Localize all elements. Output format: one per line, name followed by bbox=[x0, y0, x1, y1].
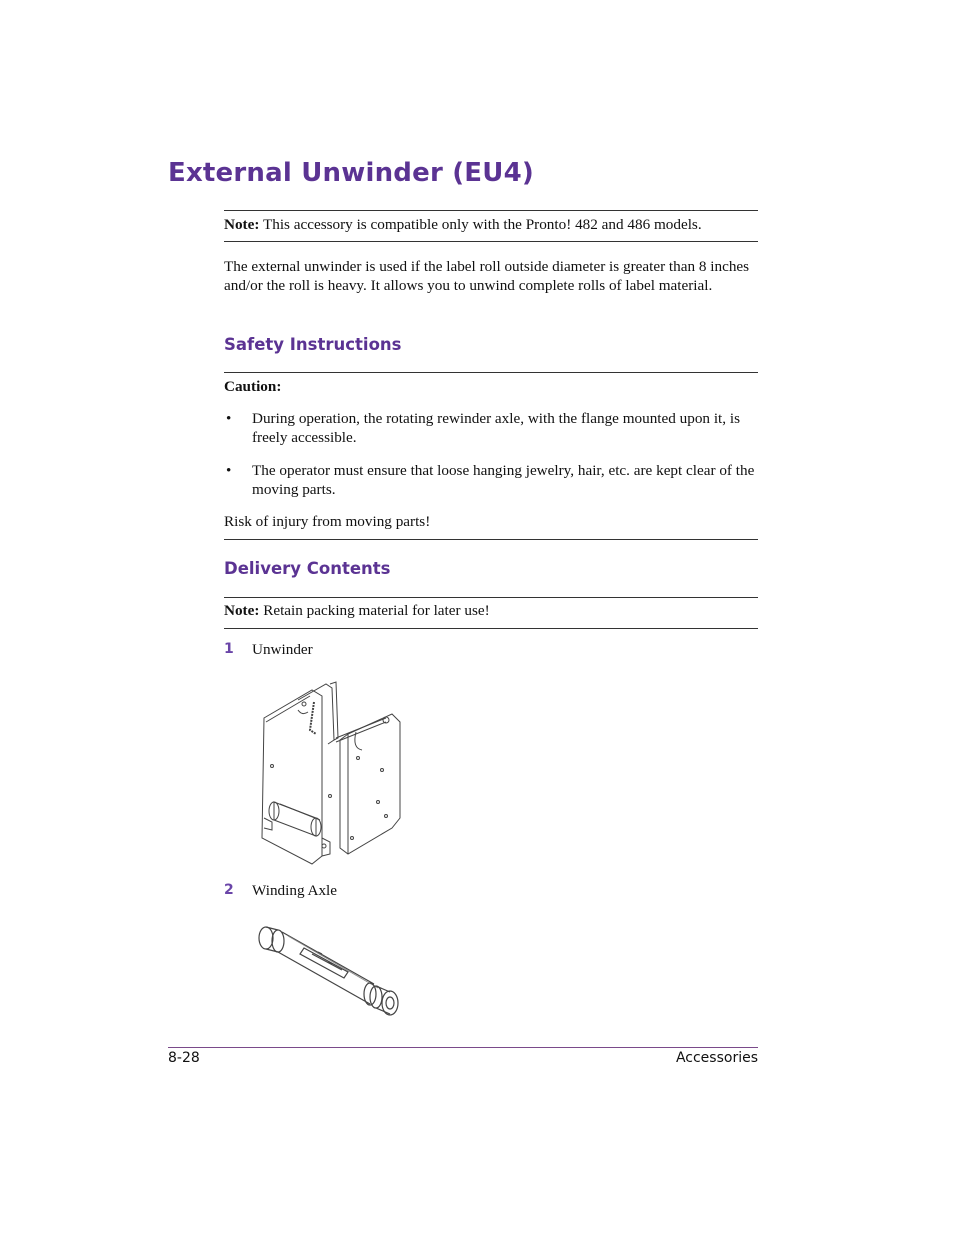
delivery-note-label: Note: bbox=[224, 602, 260, 619]
compat-note bbox=[224, 215, 758, 234]
delivery-note bbox=[224, 601, 758, 620]
intro-paragraph: The external unwinder is used if the label roll outside diameter is greater than 8 inches and/or the roll is heavy. It allows you to unwind complete rolls of label material. bbox=[224, 258, 750, 294]
note-top-rule bbox=[224, 210, 758, 211]
footer-rule bbox=[168, 1047, 758, 1048]
item-label: Winding Axle bbox=[252, 882, 338, 899]
caution-top-rule bbox=[224, 372, 758, 373]
compat-note-label: Note: bbox=[224, 216, 260, 233]
caution-label bbox=[224, 377, 758, 396]
item-number: 2 bbox=[224, 882, 234, 898]
delivery-heading: Delivery Contents bbox=[224, 559, 391, 578]
caution-bottom-rule bbox=[224, 539, 758, 540]
bullet-dot: • bbox=[226, 462, 232, 479]
delivery-note-text: Retain packing material for later use! bbox=[259, 602, 490, 619]
safety-bullet-text: The operator must ensure that loose hanging jewelry, hair, etc. are kept clear of the moving parts. bbox=[252, 462, 755, 498]
page-title: External Unwinder (EU4) bbox=[168, 158, 534, 188]
risk-warning: Risk of injury from moving parts! bbox=[224, 513, 431, 530]
note-bottom-rule bbox=[224, 241, 758, 242]
item-label: Unwinder bbox=[252, 641, 313, 658]
section-name: Accessories bbox=[675, 1050, 758, 1066]
delivery-note-bottom-rule bbox=[224, 628, 758, 629]
caution-label-text: Caution: bbox=[224, 378, 282, 395]
compat-note-text: This accessory is compatible only with the Pronto! 482 and 486 models. bbox=[259, 216, 702, 233]
item-number: 1 bbox=[224, 641, 234, 657]
safety-heading: Safety Instructions bbox=[224, 335, 402, 354]
unwinder-illustration bbox=[252, 678, 404, 866]
winding-axle-illustration bbox=[252, 918, 402, 1026]
safety-bullet-text: During operation, the rotating rewinder axle, with the flange mounted upon it, is freely accessible. bbox=[252, 410, 740, 446]
delivery-note-top-rule bbox=[224, 597, 758, 598]
bullet-dot: • bbox=[226, 410, 232, 427]
page-number: 8-28 bbox=[168, 1050, 200, 1066]
